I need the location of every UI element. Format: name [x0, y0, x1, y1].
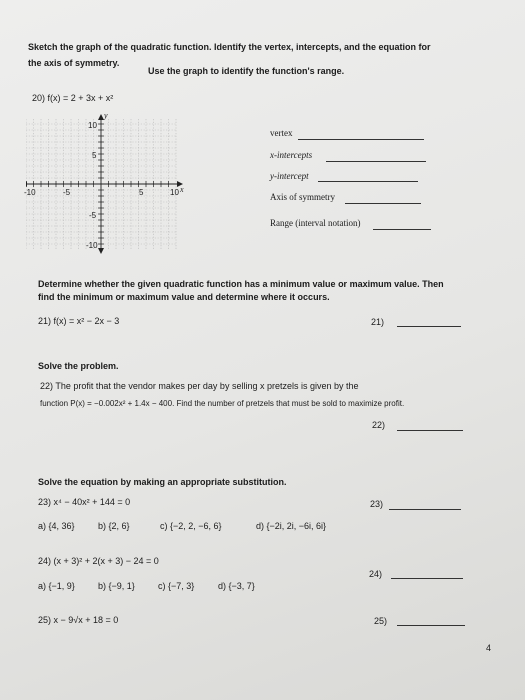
q20-coordinate-grid	[26, 114, 206, 254]
q24-choice-b[interactable]: b) {−9, 1}	[98, 581, 135, 591]
q22-answer-blank[interactable]	[397, 430, 463, 431]
q23-choice-d[interactable]: d) {−2i, 2i, −6i, 6i}	[256, 521, 327, 531]
minmax-instructions-2: find the minimum or maximum value and determine where it occurs.	[38, 292, 330, 302]
substitution-title: Solve the equation by making an appropriate substitution.	[38, 477, 287, 487]
page-number: 4	[486, 643, 492, 653]
graph-tick-x-neg5: -5	[63, 188, 71, 197]
graph-tick-x-5: 5	[139, 188, 144, 197]
intro-line-2a: the axis of symmetry.	[28, 58, 120, 68]
intro-line-2b: Use the graph to identify the function's range.	[148, 66, 345, 76]
q23-label: 23) x⁴ − 40x² + 144 = 0	[38, 497, 131, 507]
solve-problem-title: Solve the problem.	[38, 361, 119, 371]
graph-tick-y-10: 10	[88, 121, 97, 130]
q21-label: 21) f(x) = x² − 2x − 3	[38, 316, 120, 326]
q21-answer-label: 21)	[371, 317, 385, 327]
q25-answer-label: 25)	[374, 616, 388, 626]
q23-choice-c[interactable]: c) {−2, 2, −6, 6}	[160, 521, 222, 531]
q24-answer-blank[interactable]	[391, 578, 463, 579]
field-y-intercept-blank[interactable]	[318, 181, 418, 182]
field-x-intercepts-blank[interactable]	[326, 161, 426, 162]
field-vertex-blank[interactable]	[298, 139, 424, 140]
q24-choice-c[interactable]: c) {−7, 3}	[158, 581, 195, 591]
graph-x-axis-label: x	[180, 185, 184, 194]
q23-choice-a[interactable]: a) {4, 36}	[38, 521, 75, 531]
q25-label: 25) x − 9√x + 18 = 0	[38, 615, 119, 625]
field-vertex-label: vertex	[270, 128, 293, 138]
field-y-intercept-label: y-intercept	[270, 171, 309, 181]
q22-answer-label: 22)	[372, 420, 386, 430]
field-range-blank[interactable]	[373, 229, 431, 230]
q24-answer-label: 24)	[369, 569, 383, 579]
q25-answer-blank[interactable]	[397, 625, 465, 626]
q20-label: 20) f(x) = 2 + 3x + x²	[32, 93, 114, 103]
field-axis-symmetry-label: Axis of symmetry	[270, 192, 335, 202]
intro-line-1: Sketch the graph of the quadratic function. Identify the vertex, intercepts, and the equation for	[28, 42, 431, 52]
field-x-intercepts-label: x-intercepts	[270, 150, 313, 160]
q24-label: 24) (x + 3)² + 2(x + 3) − 24 = 0	[38, 556, 159, 566]
q24-choice-d[interactable]: d) {−3, 7}	[218, 581, 255, 591]
minmax-instructions-1: Determine whether the given quadratic function has a minimum value or maximum value. Then	[38, 279, 444, 289]
q22-line-1: 22) The profit that the vendor makes per day by selling x pretzels is given by the	[40, 381, 359, 391]
field-range-label: Range (interval notation)	[270, 218, 361, 228]
graph-tick-y-neg5: -5	[89, 211, 97, 220]
q22-line-2: function P(x) = −0.002x² + 1.4x − 400. Find the number of pretzels that must be sold to maximize profit.	[40, 399, 405, 408]
graph-y-axis-label: y	[104, 111, 108, 120]
graph-tick-y-neg10: -10	[86, 241, 98, 250]
q23-choice-b[interactable]: b) {2, 6}	[98, 521, 130, 531]
graph-tick-x-10: 10	[170, 188, 179, 197]
q21-answer-blank[interactable]	[397, 326, 461, 327]
q23-answer-label: 23)	[370, 499, 384, 509]
q24-choice-a[interactable]: a) {−1, 9}	[38, 581, 75, 591]
graph-tick-x-neg10: -10	[24, 188, 36, 197]
field-axis-symmetry-blank[interactable]	[345, 203, 421, 204]
graph-tick-y-5: 5	[92, 151, 97, 160]
q23-answer-blank[interactable]	[389, 509, 461, 510]
